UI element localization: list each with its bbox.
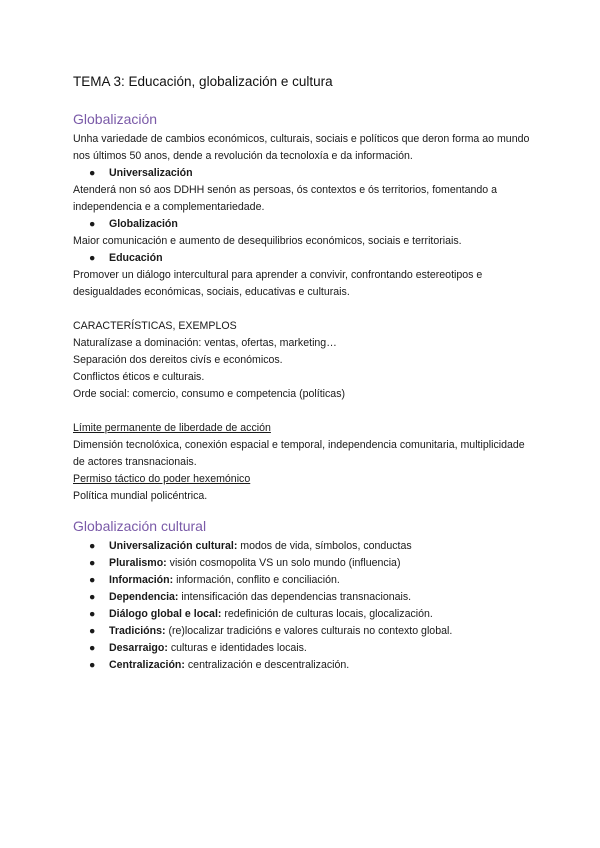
bullet-icon: ● xyxy=(89,642,96,654)
section-heading-globalizacion: Globalización xyxy=(73,111,158,127)
page-title: TEMA 3: Educación, globalización e cultura xyxy=(73,74,333,89)
item-label: Dependencia: xyxy=(109,591,179,603)
characteristic-line: Separación dos dereitos civís e económicos. xyxy=(73,354,283,366)
list-item xyxy=(73,538,533,555)
characteristics-heading: CARACTERÍSTICAS, EXEMPLOS xyxy=(73,320,237,332)
characteristic-line: Orde social: comercio, consumo e competencia (políticas) xyxy=(73,388,346,400)
bullet-icon: ● xyxy=(89,625,96,637)
characteristic-line: Conflictos éticos e culturais. xyxy=(73,371,205,383)
bullet-icon: ● xyxy=(89,167,96,179)
section-intro: Unha variedade de cambios económicos, culturais, sociais e políticos que deron forma ao mundo nos últimos 50 anos, dende a revolución da tecnoloxía e da información. xyxy=(73,133,530,162)
item-text: culturas e identidades locais. xyxy=(167,642,307,654)
permission-text: Política mundial policéntrica. xyxy=(73,490,208,502)
list-item xyxy=(73,623,533,640)
bullet-icon: ● xyxy=(89,659,96,671)
list-item xyxy=(73,589,533,606)
list-item xyxy=(73,165,533,182)
item-text: Atenderá non só aos DDHH senón as persoas, ós contextos e ós territorios, fomentando a independencia e a complementariedade. xyxy=(73,184,497,213)
item-text: intensificación das dependencias transnacionais. xyxy=(178,591,412,603)
limit-text: Dimensión tecnolóxica, conexión espacial e temporal, independencia comunitaria, multiplicidade de actores transnacionais. xyxy=(73,439,525,468)
list-item xyxy=(73,216,533,233)
item-label: Información: xyxy=(109,574,174,586)
limit-heading: Límite permanente de liberdade de acción xyxy=(73,422,271,434)
bullet-icon: ● xyxy=(89,591,96,603)
list-item xyxy=(73,250,533,267)
document-page xyxy=(73,74,533,674)
item-label: Tradicións: xyxy=(109,625,166,637)
bullet-icon: ● xyxy=(89,252,96,264)
permission-heading: Permiso táctico do poder hexemónico xyxy=(73,473,251,485)
bullet-icon: ● xyxy=(89,557,96,569)
item-text: redefinición de culturas locais, glocalización. xyxy=(221,608,433,620)
item-text: información, conflito e conciliación. xyxy=(173,574,340,586)
list-item xyxy=(73,572,533,589)
item-label: Desarraigo: xyxy=(109,642,168,654)
list-item xyxy=(73,640,533,657)
item-text: centralización e descentralización. xyxy=(184,659,350,671)
bullet-icon: ● xyxy=(89,540,96,552)
item-label: Centralización: xyxy=(109,659,185,671)
item-label: Universalización cultural: xyxy=(109,540,238,552)
cultural-list xyxy=(73,538,533,674)
list-item xyxy=(73,657,533,674)
item-text: Promover un diálogo intercultural para aprender a convivir, confrontando estereotipos e desigualdades económicas, sociais, educativas e culturais. xyxy=(73,269,483,298)
bullet-icon: ● xyxy=(89,608,96,620)
bullet-icon: ● xyxy=(89,574,96,586)
item-label: Universalización xyxy=(109,167,193,179)
item-label: Globalización xyxy=(109,218,178,230)
section-heading-globalizacion-cultural: Globalización cultural xyxy=(73,518,207,534)
item-label: Educación xyxy=(109,252,163,264)
item-text: Maior comunicación e aumento de desequilibrios económicos, sociais e territoriais. xyxy=(73,235,462,247)
item-text: (re)localizar tradicións e valores culturais no contexto global. xyxy=(165,625,453,637)
bullet-icon: ● xyxy=(89,218,96,230)
list-item xyxy=(73,606,533,623)
characteristic-line: Naturalízase a dominación: ventas, ofertas, marketing… xyxy=(73,337,337,349)
item-text: visión cosmopolita VS un solo mundo (influencia) xyxy=(166,557,401,569)
item-text: modos de vida, símbolos, conductas xyxy=(237,540,412,552)
list-item xyxy=(73,555,533,572)
item-label: Diálogo global e local: xyxy=(109,608,222,620)
item-label: Pluralismo: xyxy=(109,557,167,569)
